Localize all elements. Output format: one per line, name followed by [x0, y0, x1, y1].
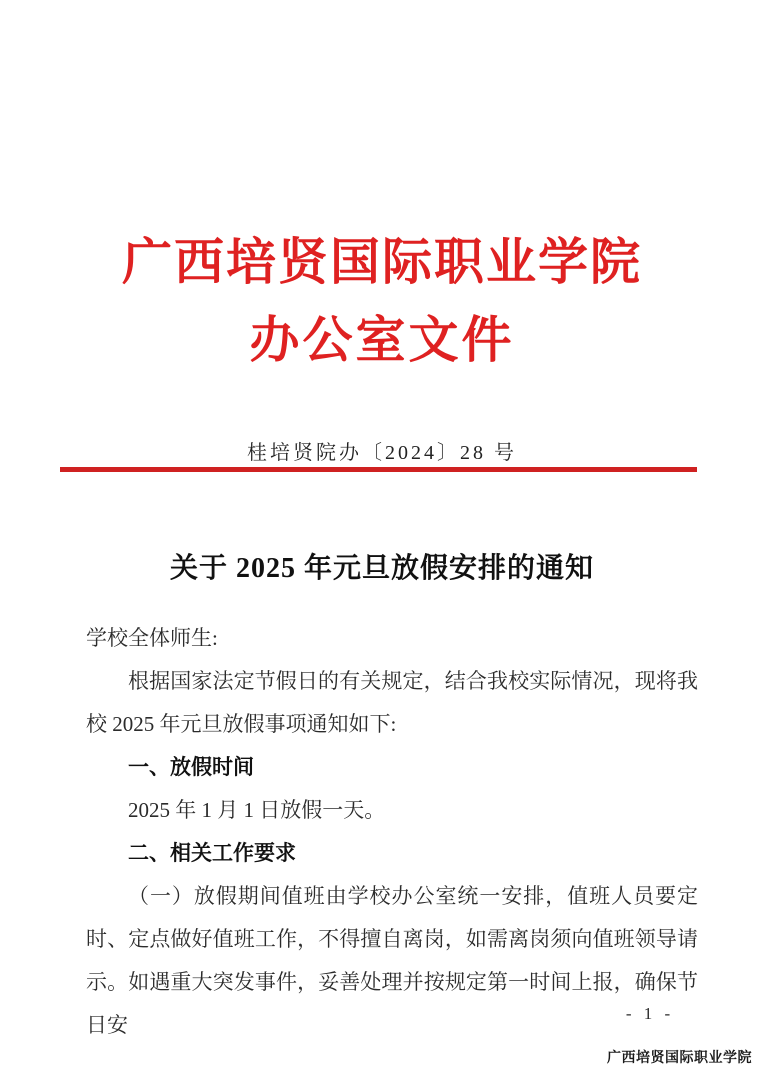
section-2-heading: 二、相关工作要求: [128, 842, 296, 865]
document-number: 桂培贤院办〔2024〕28 号: [247, 442, 517, 464]
notice-title: 关于 2025 年元旦放假安排的通知: [169, 553, 594, 584]
page-number: - 1 -: [625, 1004, 675, 1023]
intro-paragraph: 根据国家法定节假日的有关规定，结合我校实际情况，现将我校 2025 年元旦放假事项通知如下:: [86, 669, 698, 736]
footer-org-name: 广西培贤国际职业学院: [607, 1049, 752, 1065]
letterhead-org-name: 广西培贤国际职业学院: [122, 234, 642, 290]
letterhead-doc-type: 办公室文件: [249, 312, 515, 368]
section-1-content: 2025 年 1 月 1 日放假一天。: [128, 798, 386, 822]
notice-body: [86, 617, 698, 1047]
section-2-content: （一）放假期间值班由学校办公室统一安排，值班人员要定时、定点做好值班工作，不得擅自离岗，如需离岗须向值班领导请示。如遇重大突发事件，妥善处理并按规定第一时间上报，确保节日安: [86, 884, 698, 1037]
salutation: 学校全体师生:: [86, 626, 218, 650]
section-1-heading: 一、放假时间: [128, 756, 254, 779]
red-divider-line: [60, 467, 697, 472]
